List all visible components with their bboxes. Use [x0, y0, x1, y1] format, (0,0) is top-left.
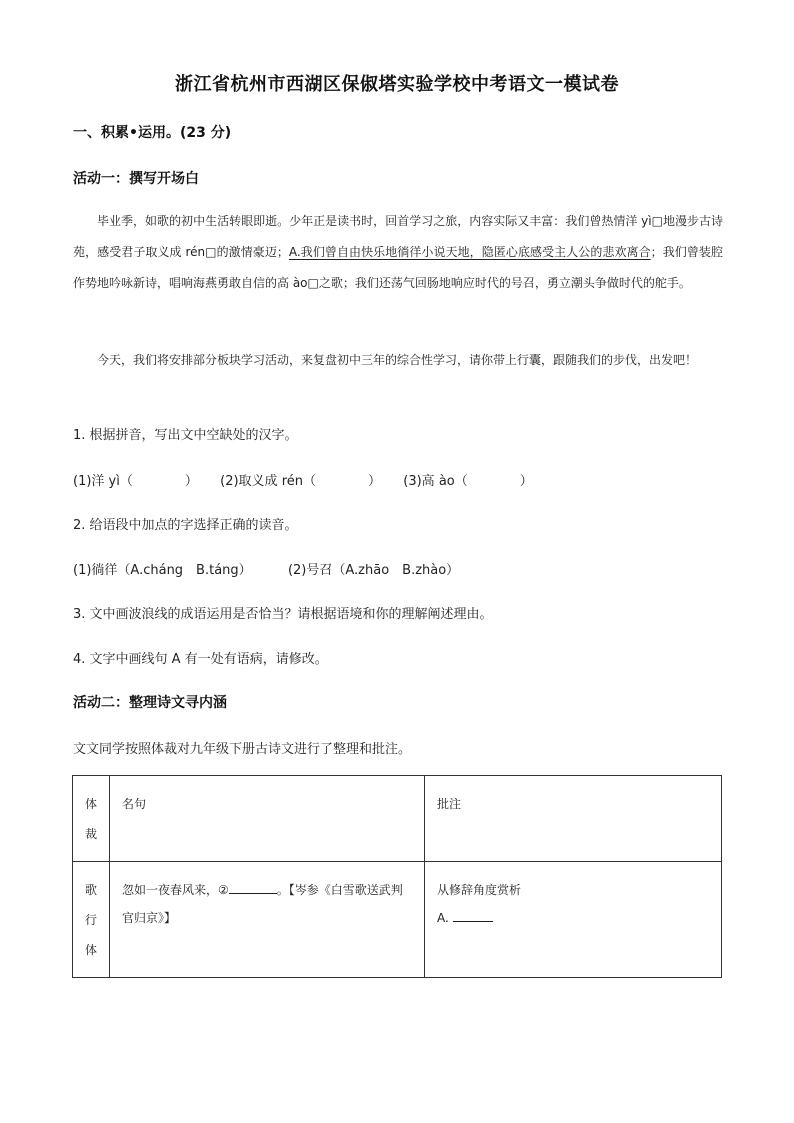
header-type: 体裁 [73, 776, 110, 862]
question-1: 1. 根据拼音，写出文中空缺处的汉字。 [73, 428, 298, 443]
answer-blank-a[interactable] [453, 909, 493, 922]
poetry-table [72, 775, 722, 978]
q1-item-2: (2)取义成 rén（ ） [220, 474, 381, 489]
header-note: 批注 [425, 776, 722, 862]
second-paragraph: 今天，我们将安排部分板块学习活动，来复盘初中三年的综合性学习，请你带上行囊，跟随我们的步伐，出发吧！ [97, 353, 698, 367]
row-sentence: 忽如一夜春风来，② 。【岑参《白雪歌送武判官归京》】 [110, 862, 425, 978]
header-sentence: 名句 [110, 776, 425, 862]
question-3: 3. 文中画波浪线的成语运用是否恰当？请根据语境和你的理解阐述理由。 [73, 607, 493, 622]
q2-item-1: (1)徜徉（A.cháng B.táng） [73, 563, 252, 578]
question-4: 4. 文字中画线句 A 有一处有语病，请修改。 [73, 652, 328, 667]
row-type: 歌行体 [73, 862, 110, 978]
table-header-row [73, 776, 722, 862]
table-row [73, 862, 722, 978]
question-2: 2. 给语段中加点的字选择正确的读音。 [73, 518, 298, 533]
page-title: 浙江省杭州市西湖区保俶塔实验学校中考语文一模试卷 [175, 74, 619, 95]
row-note: 从修辞角度赏析 A. [425, 862, 722, 978]
activity-2-intro: 文文同学按照体裁对九年级下册古诗文进行了整理和批注。 [73, 742, 412, 757]
answer-blank[interactable] [229, 881, 277, 894]
underlined-sentence-a: A.我们曾自由快乐地徜徉小说天地，隐匿心底感受主人公的悲欢离合 [288, 245, 651, 259]
q1-item-1: (1)洋 yì（ ） [73, 474, 198, 489]
q2-item-2: (2)号召（A.zhāo B.zhào） [287, 563, 460, 578]
activity-heading-2: 活动二：整理诗文寻内涵 [73, 695, 227, 711]
question-1-items [73, 470, 533, 489]
activity-heading-1: 活动一：撰写开场白 [73, 171, 199, 187]
section-heading-1: 一、积累•运用。(23 分) [73, 125, 232, 141]
question-2-items [73, 559, 459, 578]
intro-paragraph [73, 206, 723, 299]
q1-item-3: (3)高 ào（ ） [403, 474, 533, 489]
paragraph-part-1: 毕业季，如歌的初中生活转眼即逝。少年正是读书时，回首学习之旅，内容实际又丰富：我们曾热情洋 yì□地漫步古诗苑，感受君子取义成 rén□的激情豪迈； [73, 214, 723, 259]
paragraph-part-3: ；我们曾装腔作势地吟咏新诗，唱响海燕勇敢自信的高 ào□之歌；我们还荡气回肠地响应时代的号召，勇立潮头争做时代的舵手。 [73, 245, 723, 290]
